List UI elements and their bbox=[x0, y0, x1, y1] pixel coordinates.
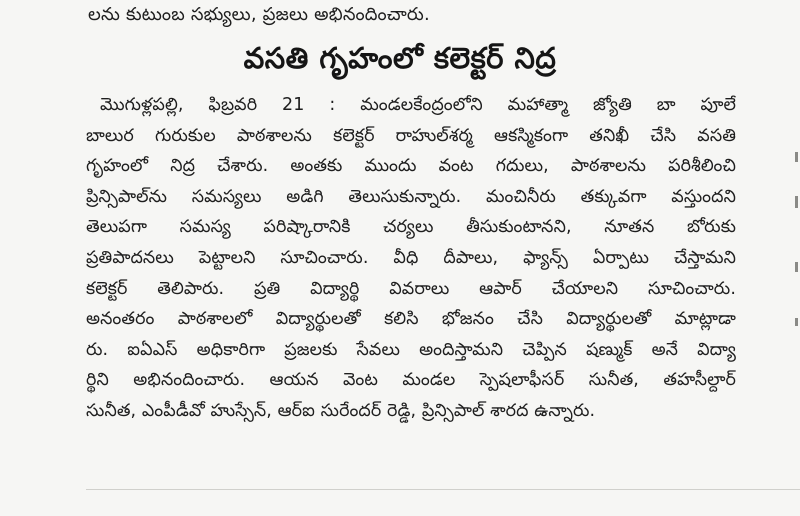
body-line: ప్రతిపాదనలు పెట్టాలని సూచించారు. వీధి దీపాలు, ఫ్యాన్స్ ఏర్పాటు చేస్తామని bbox=[86, 247, 736, 268]
bottom-divider bbox=[86, 489, 800, 490]
article-headline: వసతి గృహంలో కలెక్టర్ నిద్ర bbox=[243, 41, 557, 75]
body-line: అనంతరం పాఠశాలలో విద్యార్థులతో కలిసి భోజనం చేసి విద్యార్థులతో మాట్లాడా bbox=[86, 309, 736, 330]
previous-article-tail: లను కుటుంబ సభ్యులు, ప్రజలు అభినందించారు. bbox=[88, 4, 430, 25]
body-line: మొగుళ్లపల్లి, ఫిబ్రవరి 21 : మండలకేంద్రంలోని మహాత్మా జ్యోతి బా పూలే bbox=[100, 95, 736, 115]
edge-mark bbox=[795, 262, 798, 272]
article-body bbox=[86, 90, 736, 427]
body-line: రు. ఐఏఎస్ అధికారిగా ప్రజలకు సేవలు అందిస్తామని చెప్పిన షణ్ముక్ అనే విద్యా bbox=[86, 339, 736, 360]
body-line: ర్థిని అభినందించారు. ఆయన వెంట మండల స్పెషలాఫీసర్ సునీత, తహసీల్దార్ bbox=[86, 370, 736, 391]
body-line: ప్రిన్సిపాల్‌ను సమస్యలు అడిగి తెలుసుకున్నారు. మంచినీరు తక్కువగా వస్తుందని bbox=[86, 186, 736, 207]
body-line: తెలుపగా సమస్య పరిష్కారానికి చర్యలు తీసుకుంటానని, నూతన బోరుకు bbox=[86, 217, 736, 238]
body-line: బాలుర గురుకుల పాఠశాలను కలెక్టర్ రాహుల్‌శర్మ ఆకస్మికంగా తనిఖీ చేసి వసతి bbox=[86, 125, 736, 146]
body-line: కలెక్టర్ తెలిపారు. ప్రతి విద్యార్థి వివరాలు ఆపార్ చేయాలని సూచించారు. bbox=[86, 278, 736, 299]
body-line: గృహంలో నిద్ర చేశారు. అంతకు ముందు వంట గదులు, పాఠశాలను పరిశీలించి bbox=[86, 156, 736, 177]
edge-mark bbox=[795, 152, 798, 162]
body-line: సునీత, ఎంపీడీవో హుస్సేన్, ఆర్ఐ సురేందర్ రెడ్డి, ప్రిన్సిపాల్ శారద ఉన్నారు. bbox=[86, 400, 596, 421]
edge-mark bbox=[795, 196, 798, 208]
edge-mark bbox=[795, 318, 798, 326]
